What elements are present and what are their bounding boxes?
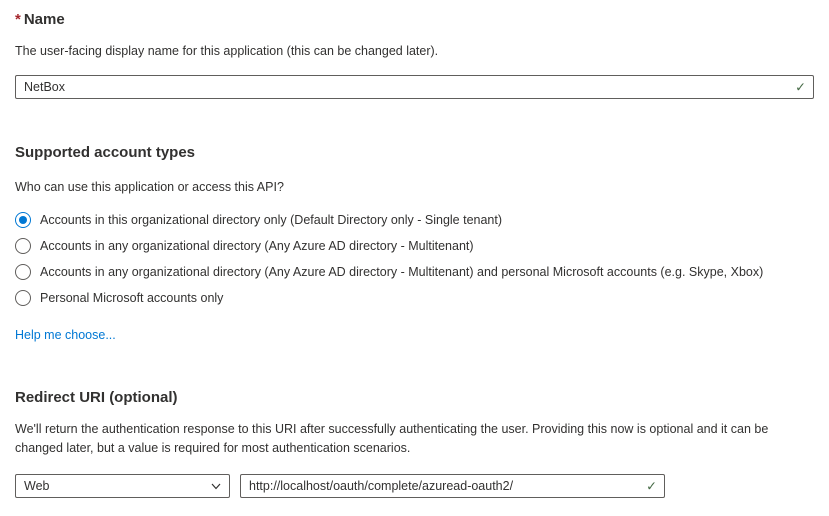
radio-option-label: Personal Microsoft accounts only — [40, 291, 224, 305]
name-input[interactable] — [15, 75, 814, 99]
radio-option-label: Accounts in this organizational directory only (Default Directory only - Single tenant) — [40, 213, 503, 227]
radio-button-icon[interactable] — [15, 290, 31, 306]
redirect-uri-input[interactable] — [240, 474, 665, 498]
redirect-uri-row — [15, 474, 814, 498]
account-types-question: Who can use this application or access this API? — [15, 180, 284, 194]
name-description: The user-facing display name for this application (this can be changed later). — [15, 44, 439, 58]
radio-option-single-tenant[interactable] — [15, 207, 814, 233]
redirect-uri-input-wrap — [240, 474, 665, 498]
checkmark-icon: ✓ — [795, 79, 806, 95]
radio-option-label: Accounts in any organizational directory (Any Azure AD directory - Multitenant) and personal Microsoft accounts (e.g. Skype, Xbox) — [40, 265, 764, 279]
radio-button-icon[interactable] — [15, 264, 31, 280]
radio-option-label: Accounts in any organizational directory (Any Azure AD directory - Multitenant) — [40, 239, 474, 253]
name-input-wrap — [15, 75, 814, 99]
radio-option-personal-only[interactable] — [15, 285, 814, 311]
account-types-radio-group — [15, 207, 814, 311]
platform-select[interactable] — [15, 474, 230, 498]
chevron-down-icon — [210, 480, 222, 492]
radio-option-multitenant[interactable] — [15, 233, 814, 259]
required-asterisk: * — [15, 11, 21, 28]
platform-select-value: Web — [24, 479, 50, 493]
checkmark-icon: ✓ — [646, 478, 657, 494]
account-types-title: Supported account types — [15, 144, 196, 161]
name-label: Name — [23, 11, 65, 28]
radio-option-multitenant-personal[interactable] — [15, 259, 814, 285]
redirect-uri-title: Redirect URI (optional) — [15, 389, 178, 406]
name-section-title — [15, 10, 814, 30]
radio-button-icon[interactable] — [15, 238, 31, 254]
help-me-choose-link[interactable]: Help me choose... — [15, 328, 116, 342]
redirect-uri-description: We'll return the authentication response to this URI after successfully authenticating the user. Providing this now is optional and it can be changed later, but a value is required for most authentication scenarios. — [15, 422, 769, 455]
radio-button-icon[interactable] — [15, 212, 31, 228]
